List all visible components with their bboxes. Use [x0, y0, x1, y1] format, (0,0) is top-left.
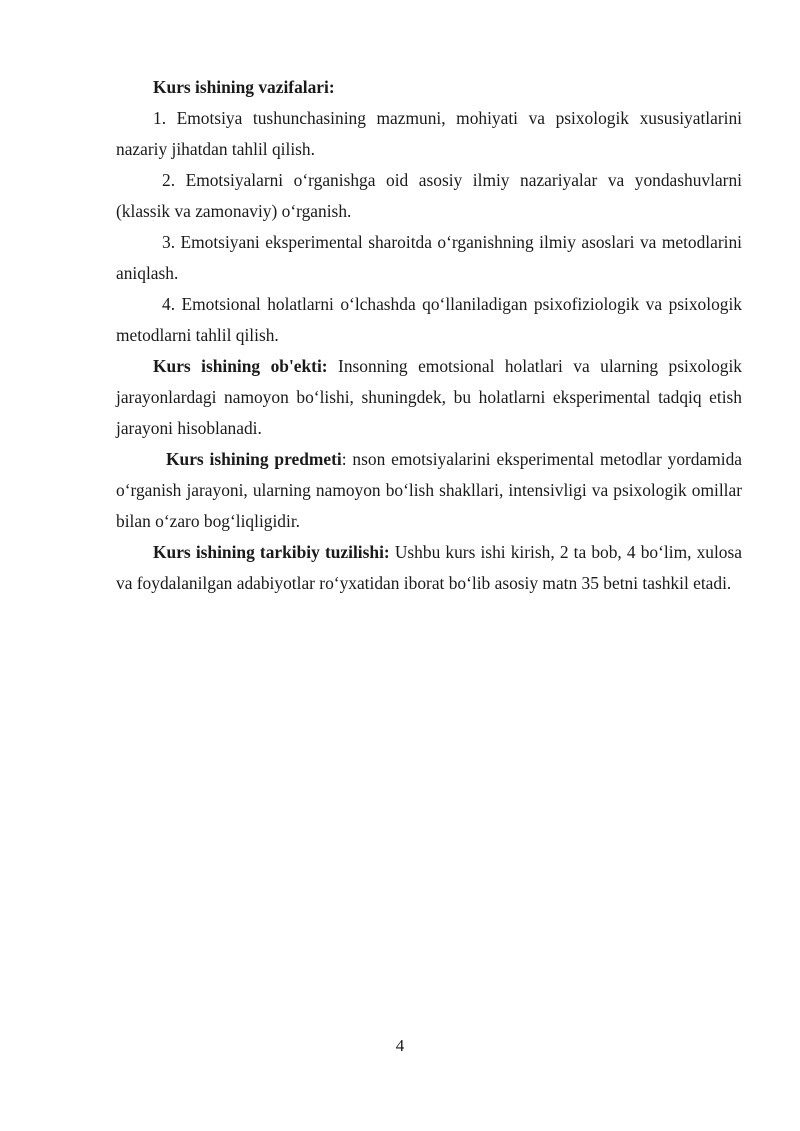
subject-label: Kurs ishining predmeti	[166, 449, 342, 469]
structure-label: Kurs ishining tarkibiy tuzilishi:	[153, 542, 390, 562]
tasks-heading-label: Kurs ishining vazifalari:	[153, 77, 335, 97]
structure-paragraph	[116, 537, 742, 599]
object-paragraph	[116, 351, 742, 444]
task-item-4: 4. Emotsional holatlarni o‘lchashda qo‘llaniladigan psixofiziologik va psixologik metodlarni tahlil qilish.	[116, 294, 742, 345]
subject-text: : nson emotsiyalarini eksperimental metodlar yordamida o‘rganish jarayoni, ularning namoyon bo‘lish shakllari, intensivligi va psixologik omillar bilan o‘zaro bog‘liqligidir.	[116, 449, 742, 531]
task-item-2: 2. Emotsiyalarni o‘rganishga oid asosiy ilmiy nazariyalar va yondashuvlarni (klassik va zamonaviy) o‘rganish.	[116, 170, 742, 221]
object-text: Insonning emotsional holatlari va ularning psixologik jarayonlardagi namoyon bo‘lishi, shuningdek, bu holatlarni eksperimental tadqiq etish jarayoni hisoblanadi.	[116, 356, 742, 438]
task-item-3: 3. Emotsiyani eksperimental sharoitda o‘rganishning ilmiy asoslari va metodlarini aniqlash.	[116, 232, 742, 283]
structure-text: Ushbu kurs ishi kirish, 2 ta bob, 4 bo‘lim, xulosa va foydalanilgan adabiyotlar ro‘yxatidan iborat bo‘lib asosiy matn 35 betni tashkil etadi.	[116, 542, 742, 593]
page-body	[116, 72, 742, 599]
object-label: Kurs ishining ob'ekti:	[153, 356, 328, 376]
task-item-1: 1. Emotsiya tushunchasining mazmuni, mohiyati va psixologik xususiyatlarini nazariy jihatdan tahlil qilish.	[116, 108, 742, 159]
page-number: 4	[395, 1036, 405, 1055]
subject-paragraph	[116, 444, 742, 537]
tasks-heading	[116, 72, 742, 103]
